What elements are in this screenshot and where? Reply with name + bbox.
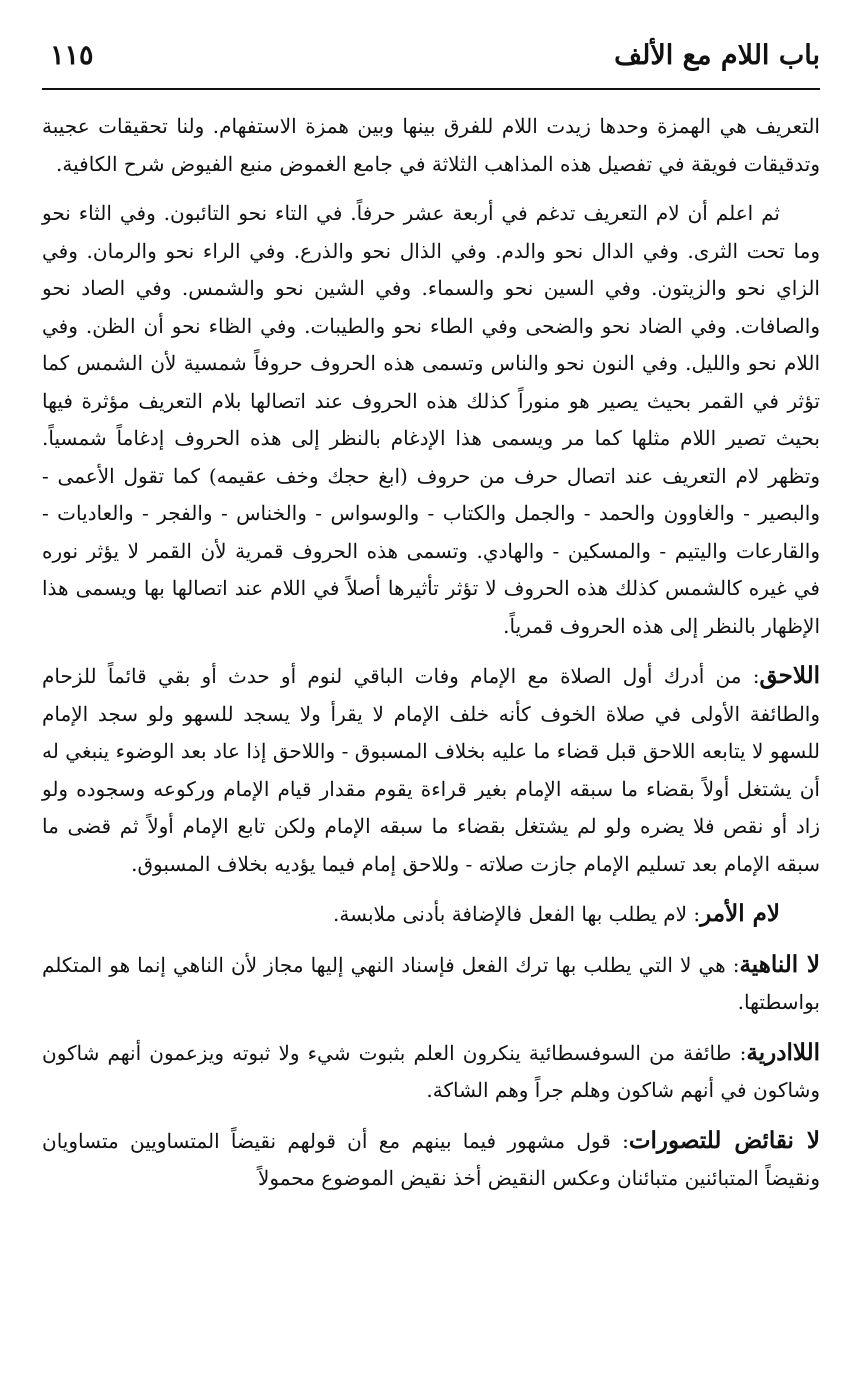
entry-text: : من أدرك أول الصلاة مع الإمام وفات الباقي لنوم أو حدث أو بقي قائماً للزحام والطائفة الأولى في صلاة الخوف كأنه خلف الإمام لا يقرأ ولا يسجد للسهو ولو سجد الإمام للسهو لا يتابعه اللاحق قبل قضاء ما عليه بخلاف المسبوق - واللاحق إذا عاد بعد الوضوء ينبغي له أن يشتغل أولاً بقضاء ما سبقه الإمام بغير قراءة يقوم مقدار قيام الإمام وركوعه وسجوده ولو زاد أو نقص فلا يضره ولو لم يشتغل بقضاء ما سبقه الإمام ولكن تابع الإمام أولاً ثم قضى ما سبقه الإمام بعد تسليم الإمام جازت صلاته - وللاحق إمام فيما يؤديه بخلاف المسبوق. [42, 664, 820, 876]
chapter-title: باب اللام مع الألف [614, 40, 820, 71]
paragraph-lam-tarif: ثم اعلم أن لام التعريف تدغم في أربعة عشر حرفاً. في التاء نحو التائبون. وفي الثاء نحو وما تحت الثرى. وفي الدال نحو والدم. وفي الذال نحو والذرع. وفي الراء نحو والرمان. وفي الزاي نحو والزيتون. وفي السين نحو والسماء. وفي الشين نحو والشمس. وفي الصاد نحو والصافات. وفي الضاد نحو والضحى وفي الطاء نحو والطيبات. وفي الظاء نحو أن الظن. وفي اللام نحو والليل. وفي النون نحو والناس وتسمى هذه الحروف حروفاً شمسية لأن الشمس كما تؤثر في القمر بحيث يصير هو منوراً كذلك هذه الحروف عند اتصالها بلام التعريف مؤثرة فيها بحيث تصير اللام مثلها كما مر ويسمى هذا الإدغام بالنظر إلى هذه الحروف إدغاماً شمسياً. وتظهر لام التعريف عند اتصال حرف من حروف (ابغ حجك وخف عقيمه) كما تقول الأعمى - والبصير - والغاوون والحمد - والجمل والكتاب - والوسواس - والخناس - والفجر - والعاديات - والقارعات واليتيم - والمسكين - والهادي. وتسمى هذه الحروف قمرية لأن القمر لا يؤثر نوره في غيره كالشمس كذلك هذه الحروف لا تؤثر تأثيرها أصلاً في اللام عند اتصالها بها ويسمى هذا الإظهار بالنظر إلى هذه الحروف قمرياً. [42, 201, 820, 638]
entry-term: لام الأمر [700, 900, 780, 927]
entry-term: لا الناهية [739, 950, 821, 978]
entry-text: : هي لا التي يطلب بها ترك الفعل فإسناد النهي إليها مجاز لأن الناهي إنما هو المتكلم بواسطتها. [42, 952, 820, 1014]
entry-term: اللاحق [759, 662, 820, 689]
page-body [42, 108, 820, 1198]
entry-text: : لام يطلب بها الفعل فالإضافة بأدنى ملابسة. [333, 902, 701, 926]
entry-lam-alamr [42, 895, 820, 934]
entry-la-alnahiya [42, 946, 820, 1022]
page-number: ١١٥ [50, 40, 94, 71]
entry-la-naqaid [42, 1122, 820, 1198]
paragraph-continuation: التعريف هي الهمزة وحدها زيدت اللام للفرق بينها وبين همزة الاستفهام. ولنا تحقيقات عجيبة وتدقيقات فويقة في تفصيل هذه المذاهب الثلاثة في جامع الغموض منبع الفيوض شرح الكافية. [42, 114, 820, 176]
entry-text: : طائفة من السوفسطائية ينكرون العلم بثبوت شيء ولا ثبوته ويزعمون أنهم شاكون وشاكون في أنهم شاكون وهلم جراً وهم الشاكة. [42, 1040, 820, 1102]
entry-allaadriya [42, 1034, 820, 1110]
entry-text: : قول مشهور فيما بينهم مع أن قولهم نقيضاً المتساويين متساويان ونقيضاً المتبائنين متبائنان وعكس النقيض أخذ نقيض الموضوع محمولاً [42, 1128, 820, 1190]
page-header [42, 28, 820, 90]
entry-term: لا نقائض للتصورات [628, 1126, 820, 1154]
entry-allahiq [42, 657, 820, 883]
entry-term: اللاادرية [746, 1038, 820, 1066]
